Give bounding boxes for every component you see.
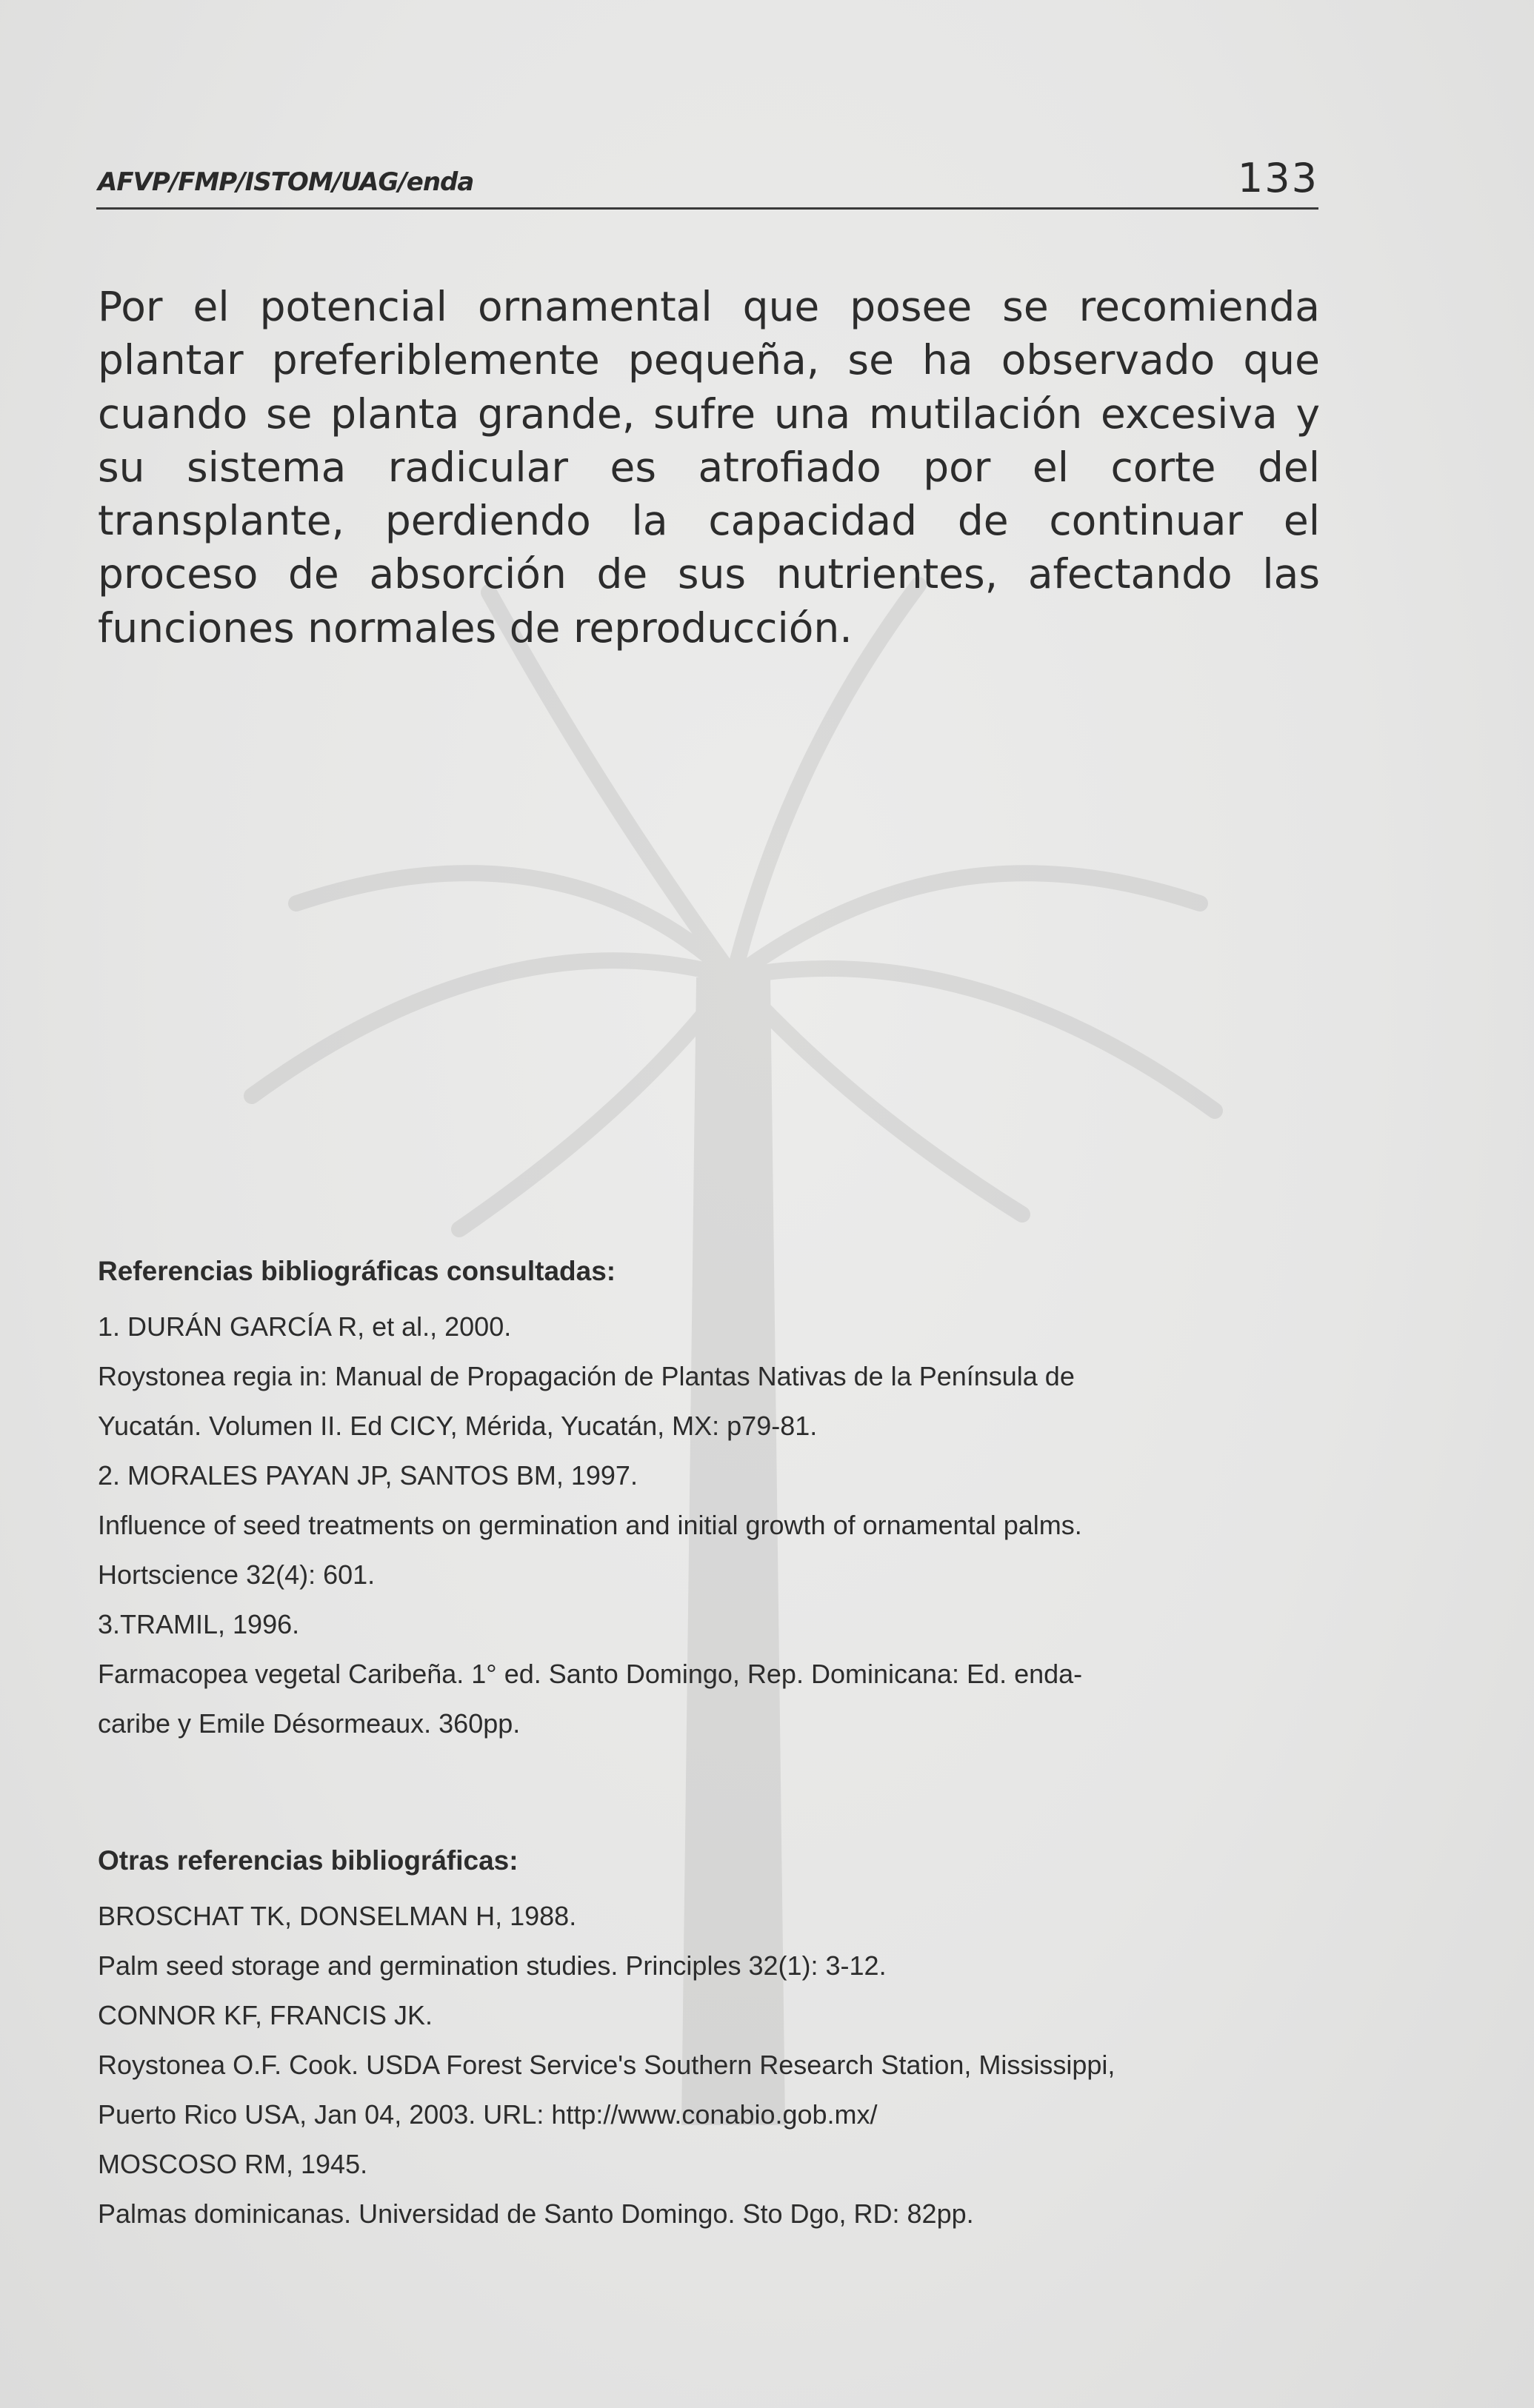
reference-line: BROSCHAT TK, DONSELMAN H, 1988. <box>98 1901 577 1931</box>
reference-line: Hortscience 32(4): 601. <box>98 1559 376 1590</box>
reference-line: Influence of seed treatments on germination and initial growth of ornamental palms. <box>98 1510 1082 1540</box>
other-references-heading: Otras referencias bibliográficas: <box>98 1845 518 1876</box>
page-header <box>96 141 1318 210</box>
body-paragraph: Por el potencial ornamental que posee se recomienda plantar preferiblemente pequeña, se ha observado que cuando se planta grande, sufre una mutilación excesiva y su sistema radicular es atrofiado por el corte del transplante, perdiendo la capacidad de continuar el proceso de absorción de sus nutrientes, afectando las funciones normales de reproducción. <box>98 283 1320 652</box>
reference-line: Roystonea regia in: Manual de Propagación de Plantas Nativas de la Península de <box>98 1361 1075 1391</box>
references-heading: Referencias bibliográficas consultadas: <box>98 1256 616 1286</box>
reference-line: Puerto Rico USA, Jan 04, 2003. URL: http://www.conabio.gob.mx/ <box>98 2099 878 2130</box>
reference-line: MOSCOSO RM, 1945. <box>98 2149 368 2179</box>
reference-line: Roystonea O.F. Cook. USDA Forest Service's Southern Research Station, Mississippi, <box>98 2050 1116 2080</box>
reference-line: 1. DURÁN GARCÍA R, et al., 2000. <box>98 1311 512 1342</box>
reference-line: Farmacopea vegetal Caribeña. 1° ed. Santo Domingo, Rep. Dominicana: Ed. enda- <box>98 1659 1083 1689</box>
reference-line: 2. MORALES PAYAN JP, SANTOS BM, 1997. <box>98 1460 638 1491</box>
page-number: 133 <box>1237 155 1318 201</box>
reference-line: Palmas dominicanas. Universidad de Santo Domingo. Sto Dgo, RD: 82pp. <box>98 2198 974 2229</box>
journal-running-head: AFVP/FMP/ISTOM/UAG/enda <box>98 167 474 197</box>
reference-line: caribe y Emile Désormeaux. 360pp. <box>98 1708 521 1739</box>
reference-line: Palm seed storage and germination studies. Principles 32(1): 3-12. <box>98 1950 887 1981</box>
reference-line: Yucatán. Volumen II. Ed CICY, Mérida, Yucatán, MX: p79-81. <box>98 1411 818 1441</box>
other-references-section <box>98 1841 1320 2238</box>
references-section <box>98 1251 1320 1748</box>
reference-line: CONNOR KF, FRANCIS JK. <box>98 2000 433 2030</box>
reference-line: 3.TRAMIL, 1996. <box>98 1609 300 1639</box>
